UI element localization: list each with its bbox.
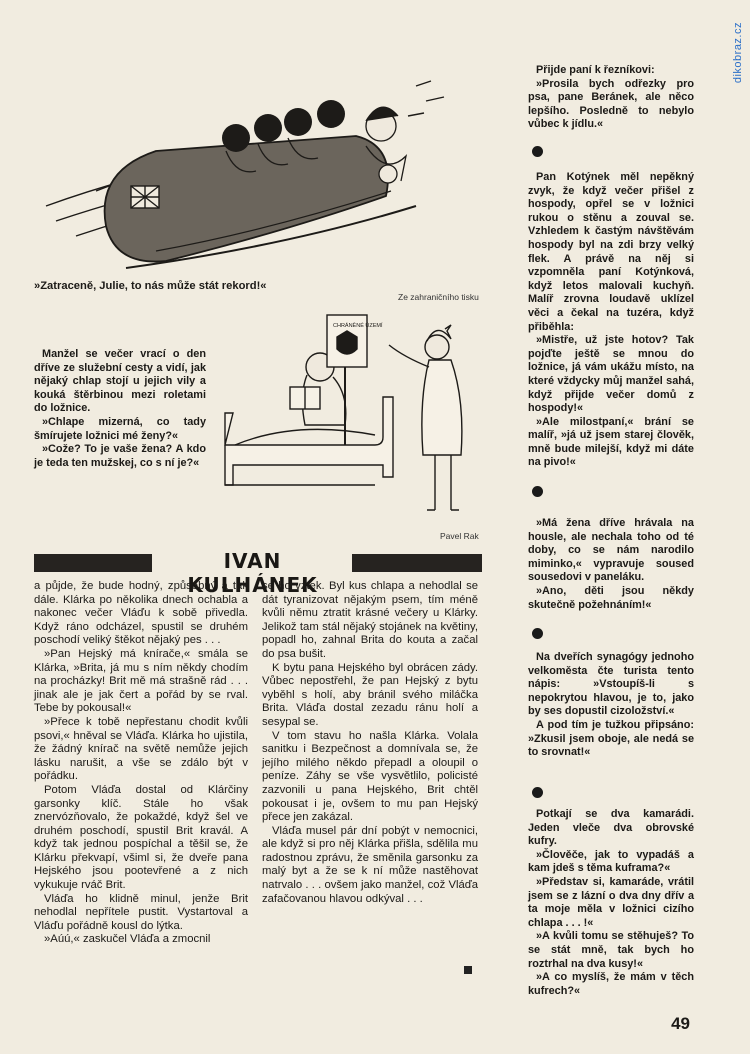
article-para: »Pan Hejský má kníračе,« smála se Klárka, »Brita, já mu s ním někdy chodím na procházky! Brit mě má strašně rád . . . jinak ale je jak čert a pořád by se rval. Tebe by pokousal!« <box>34 647 248 715</box>
joke-para: Potkají se dva kamarádi. Jeden vleče dva obrovské kufry. <box>528 808 694 848</box>
separator-dot <box>532 146 543 157</box>
joke-synagogue <box>528 651 694 760</box>
article-para: Potom Vláďa dostal od Klárčiny garsonky klíč. Stále ho však znervózňovalo, že pokaždé, když šel ve druhém poschodí, spustil Brit kravál. A když tak jednou pospíchal a těšil se, že Klárku překvapí, všiml si, že dveře pana Hejského jsou pootevřené a z nich vykukuje rváč Brit. <box>34 783 248 892</box>
joke-painter <box>528 171 694 470</box>
article-para: »Aúú,« zaskučel Vláďa a zmocnil <box>44 933 211 946</box>
left-joke-para: »Cože? To je vaše žena? A kdo je teda ten mužskej, co s ní je?« <box>34 443 206 469</box>
foreign-press-credit: Ze zahraničního tisku <box>398 292 479 302</box>
joke-para: A pod tím je tužkou připsáno: »Zkusil jsem oboje, ale nedá se to srovnat!« <box>528 718 694 759</box>
joke-para: »Představ si, kamaráde, vrátil jsem se z lázní o dva dny dřív a ta moje měla v ložnici cizího chlapa . . . !« <box>528 875 694 929</box>
article-column-2 <box>262 580 478 906</box>
separator-dot <box>532 486 543 497</box>
joke-butcher <box>528 64 694 132</box>
joke-para: »Ano, děti jsou někdy skutečně požehnáním!« <box>528 584 694 611</box>
bed-cartoon <box>215 305 495 530</box>
author-title: IVAN KULHÁNEK <box>187 549 318 597</box>
sign-text: CHRÁNĚNÉ ÚZEMÍ <box>333 323 383 329</box>
banner-left-bar <box>34 554 152 572</box>
article-para: se ho vztek. Byl kus chlapa a nehodlal se dát tyranizovat nějakým psem, tím méně kvůli němu ztratit krásné večery u Klárky. Jelikož tam stál nějaký stojánek na květiny, popadl ho, zahnal Brita do kouta a začal do psa bušit. <box>262 580 478 660</box>
bed-cartoon-credit: Pavel Rak <box>440 531 479 541</box>
joke-suitcases <box>528 808 694 998</box>
page-number: 49 <box>671 1014 690 1033</box>
article-para: Vláďa musel pár dní pobýt v nemocnici, ale když si pro něj Klárka přišla, sdělila mu radostnou zprávu, že směnila garsonku za malý byt a že se k ní může nastěhovat natrvalo . . . ovšem jako manžel, což Vláďa zafačovanou hlavou odkýval . . . <box>262 824 478 905</box>
joke-para: »A co myslíš, že mám v těch kufrech?« <box>528 971 694 997</box>
joke-para: »Člověče, jak to vypadáš a kam jdeš s těma kuframa?« <box>528 848 694 875</box>
joke-para: Na dveřích synagógy jednoho velkoměsta čte turista tento nápis: »Vstoupíš-li s nepokrytou hlavou, je to, jako by ses dopustil cizoložství.« <box>528 651 694 718</box>
bobsleigh-cartoon <box>36 56 476 276</box>
joke-violin <box>528 517 694 612</box>
article-para: a půjde, že bude hodný, způsobný a tak dále. Klárka po několika dnech ochabla a nakonec večer Vláďu k sobě přivedla. Když ráno odcházel, spustil se druhém poschodí veliký štěkot nějaký pes . . . <box>34 580 248 647</box>
left-joke <box>34 348 206 470</box>
article-para: V tom stavu ho našla Klárka. Volala sanitku i Bezpečnost a domnívala se, že jejího milého někdo přepadl a oloupil o peníze. Záhy se vše vysvětlilo, policisté zazvonili u pana Hejského, Brit chtěl pokousat i je, ovšem to mu pan Hejský přece jen zakázal. <box>262 729 478 824</box>
left-joke-para: »Chlape mizerná, co tady šmírujete ložnici mé ženy?« <box>34 415 206 442</box>
article-column-1 <box>34 580 248 947</box>
joke-para: »Má žena dříve hrávala na housle, ale nechala toho od té doby, co se nám narodilo miminko,« vypravuje soused sousedovi v paneláku. <box>528 517 694 584</box>
separator-dot <box>532 787 543 798</box>
article-para: »Přece k tobě nepřestanu chodit kvůli psovi,« hněval se Vláďa. Klárka ho ujistila, že žádný knírač na světě nemůže jejich lásku narušit, a vše se zdálo být v pořádku. <box>34 715 248 783</box>
joke-para: Pan Kotýnek měl nepěkný zvyk, že když večer přišel z hospody, opřel se v ložnici rukou o stěnu a zouval se. Vzhledem k častým návštěvám hospody byl na zdi brzy velký flek. A právě na něj si vzpomněla paní Kotýnková, když letos malovali kuchyň. Malíř zrovna loudavě uklízel věci a čekal na tuzéra, když přiběhla: <box>528 171 694 333</box>
article-end-mark <box>464 966 472 974</box>
banner-right-bar <box>352 554 482 572</box>
joke-para: Přijde paní k řezníkovi: <box>536 64 655 76</box>
article-para: K bytu pana Hejského byl obrácen zády. Vůbec nepostřehl, že pan Hejský z bytu vyběhl s holí, aby bránil svého miláčka Brita. Vláďa dostal zezadu ránu holí a sesypal se. <box>262 661 478 728</box>
joke-para: »Prosila bych odřezky pro psa, pane Beránek, ale něco lepšího. Posledně to nebylo vůbec k jídlu.« <box>528 77 694 131</box>
separator-dot <box>532 628 543 639</box>
cartoon-caption: »Zatraceně, Julie, to nás může stát rekord!« <box>34 280 267 292</box>
joke-para: »Ale milostpaní,« brání se malíř, »já už jsem starej člověk, mně bude milejší, když mi dáte na pivo!« <box>528 415 694 469</box>
left-joke-para: Manžel se večer vrací o den dříve ze služební cesty a vidí, jak nějaký chlap stojí u jejich vily a kouká štěrbinou mezi roletami do ložnice. <box>34 348 206 415</box>
article-para: Vláďa ho klidně minul, jenže Brit nehodlal nepřítele pustit. Vystartoval a Vláďu pořádně kousl do lýtka. <box>34 892 248 932</box>
joke-para: »A kvůli tomu se stěhuješ? To se stát mně, tak bych ho roztrhal na dva kusy!« <box>528 930 694 970</box>
watermark: dikobraz.cz <box>732 22 744 84</box>
joke-para: »Mistře, už jste hotov? Tak pojďte ještě se mnou do ložnice, já vám ukážu místo, na které vždycky můj manžel sahá, když přijde večer domů z hospody!« <box>528 334 694 415</box>
